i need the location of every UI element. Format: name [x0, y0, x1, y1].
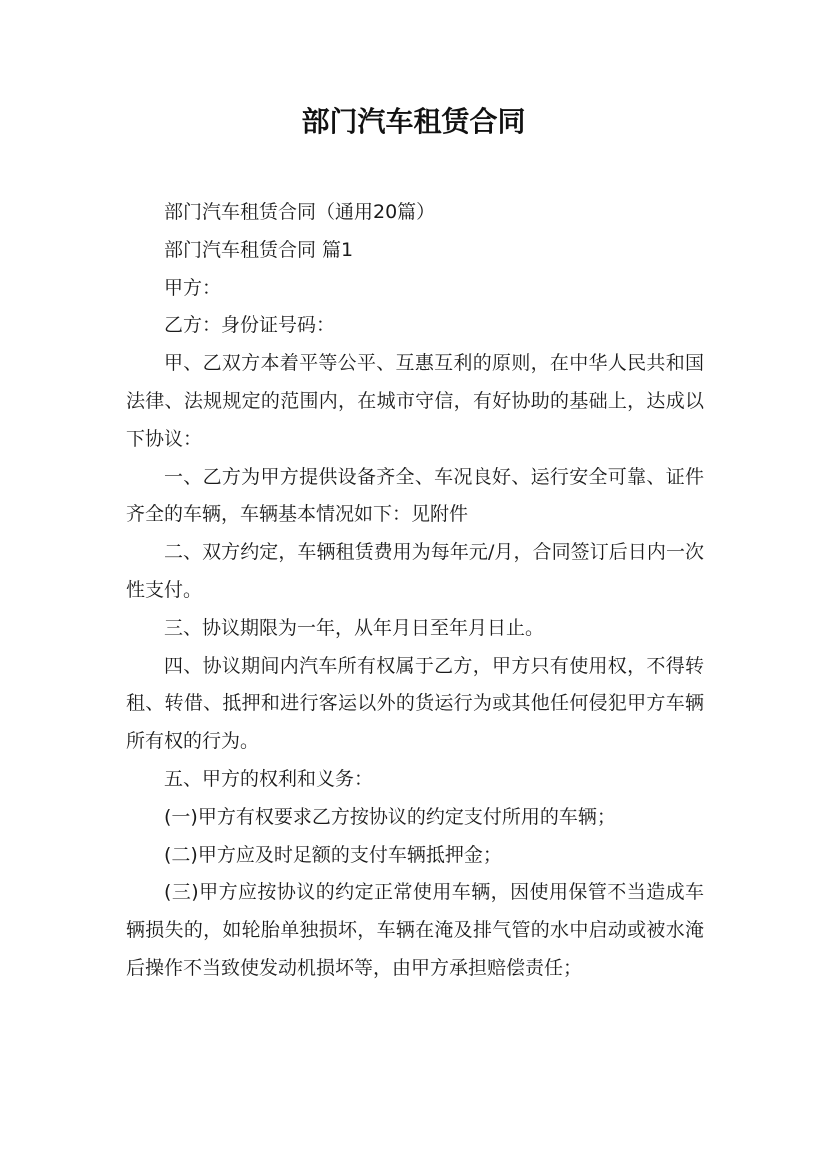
- document-title: 部门汽车租赁合同: [301, 105, 526, 138]
- paragraph-clause-5-item-3: (三)甲方应按协议的约定正常使用车辆，因使用保管不当造成车辆损失的，如轮胎单独损坏，车辆在淹及排气管的水中启动或被水淹后操作不当致使发动机损坏等，由甲方承担赔偿责任；: [126, 881, 704, 979]
- paragraph-clause-5: 五、甲方的权利和义务：: [164, 767, 374, 790]
- document-body: [126, 194, 704, 988]
- paragraph-contract-heading: 部门汽车租赁合同 篇1: [164, 238, 354, 261]
- paragraph-clause-1: 一、乙方为甲方提供设备齐全、车况良好、运行安全可靠、证件齐全的车辆，车辆基本情况如下：见附件: [126, 465, 704, 526]
- paragraph-collection-title: 部门汽车租赁合同（通用20篇）: [164, 201, 436, 223]
- paragraph-clause-5-item-2: (二)甲方应及时足额的支付车辆抵押金；: [164, 843, 502, 866]
- paragraph-clause-5-item-1: (一)甲方有权要求乙方按协议的约定支付所用的车辆；: [164, 805, 616, 828]
- paragraph-clause-4: 四、协议期间内汽车所有权属于乙方，甲方只有使用权，不得转租、转借、抵押和进行客运以外的货运行为或其他任何侵犯甲方车辆所有权的行为。: [126, 654, 704, 753]
- paragraph-clause-2: 二、双方约定，车辆租赁费用为每年元/月，合同签订后日内一次性支付。: [126, 541, 704, 601]
- paragraph-party-b: 乙方：身份证号码：: [164, 314, 336, 337]
- paragraph-party-a: 甲方：: [164, 276, 222, 299]
- paragraph-preamble: 甲、乙双方本着平等公平、互惠互利的原则，在中华人民共和国法律、法规规定的范围内，在城市守信，有好协助的基础上，达成以下协议：: [126, 352, 704, 450]
- paragraph-clause-3: 三、协议期限为一年，从年月日至年月日止。: [164, 616, 545, 639]
